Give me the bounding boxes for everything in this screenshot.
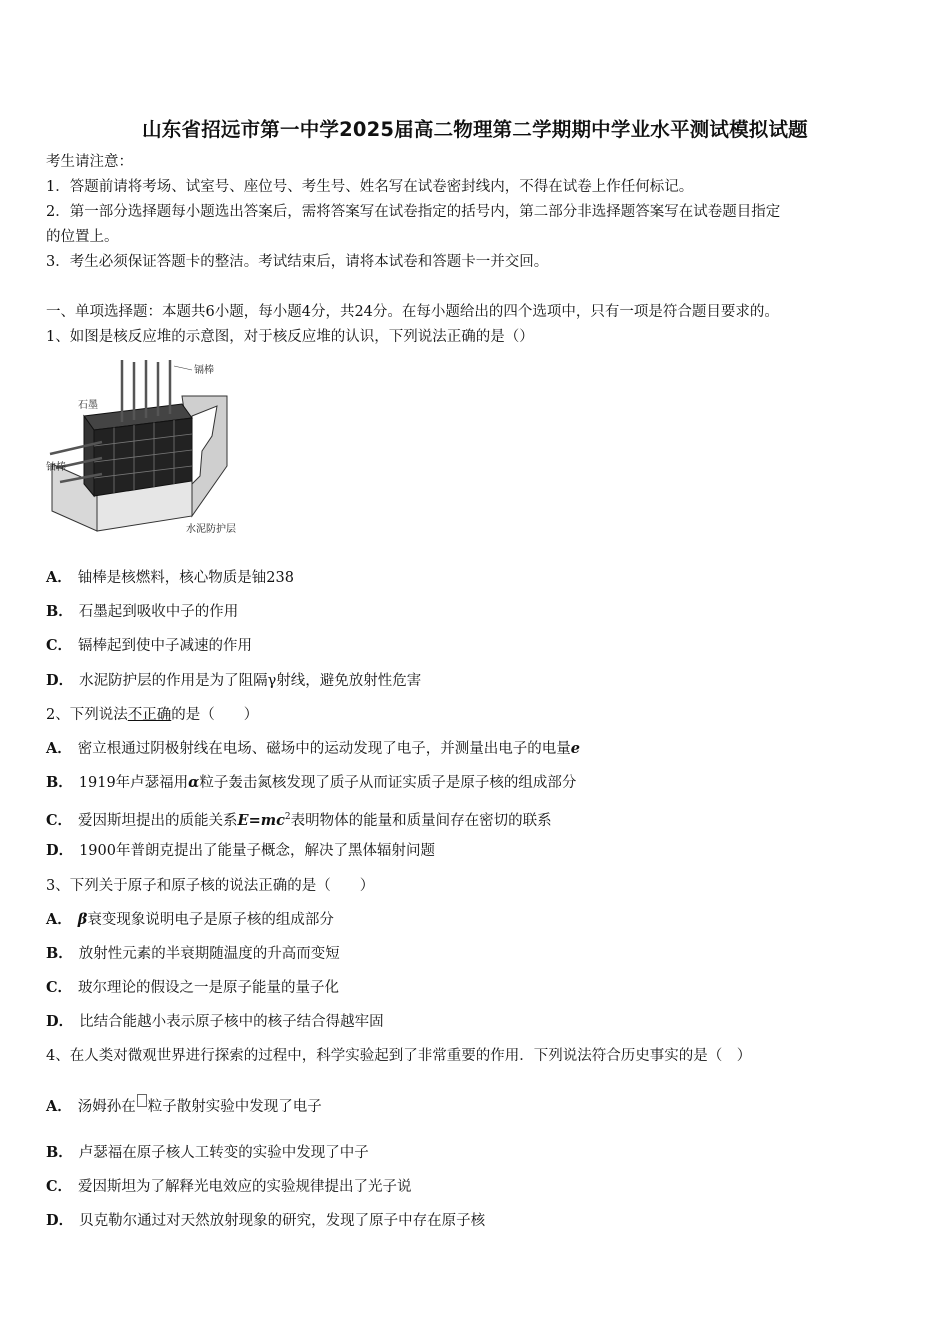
reactor-diagram — [42, 356, 262, 546]
notice-heading: 考生请注意： — [46, 154, 133, 170]
q2-option-b: B． 1919年卢瑟福用α粒子轰击氮核发现了质子从而证实质子是原子核的组成部分 — [46, 774, 577, 791]
q4-option-c: C． 爱因斯坦为了解释光电效应的实验规律提出了光子说 — [46, 1178, 412, 1195]
label-cadmium: 镉棒 — [194, 365, 214, 376]
q2-stem: 2、下列说法不正确的是（ ） — [46, 707, 259, 723]
q3-option-a: A． β衰变现象说明电子是原子核的组成部分 — [46, 911, 334, 928]
q1-stem: 1、如图是核反应堆的示意图，对于核反应堆的认识，下列说法正确的是（） — [46, 329, 534, 345]
q3-option-d: D． 比结合能越小表示原子核中的核子结合得越牢固 — [46, 1013, 384, 1030]
q1-option-d: D． 水泥防护层的作用是为了阻隔γ射线，避免放射性危害 — [46, 672, 422, 689]
notice-item: 3．考生必须保证答题卡的整洁。考试结束后，请将本试卷和答题卡一并交回。 — [46, 254, 549, 270]
q4-option-a: A． 汤姆孙在 粒子散射实验中发现了电子 — [46, 1094, 322, 1117]
q4-stem: 4、在人类对微观世界进行探索的过程中，科学实验起到了非常重要的作用．下列说法符合历史事实的是（ ） — [46, 1048, 752, 1064]
q4-option-d: D． 贝克勒尔通过对天然放射现象的研究，发现了原子中存在原子核 — [46, 1212, 486, 1229]
graphite-left — [84, 416, 94, 496]
section-heading: 一、单项选择题：本题共6小题，每小题4分，共24分。在每小题给出的四个选项中，只有一项是符合题目要求的。 — [46, 304, 779, 320]
q2-option-c: C． 爱因斯坦提出的质能关系$E=mc^2$表明物体的能量和质量间存在密切的联系 — [46, 811, 552, 829]
q2-option-a: A． 密立根通过阴极射线在电场、磁场中的运动发现了电子，并测量出电子的电量e — [46, 740, 580, 757]
q1-option-c: C． 镉棒起到使中子减速的作用 — [46, 637, 253, 654]
page-title: 山东省招远市第一中学2025届高二物理第二学期期中学业水平测试模拟试题 — [142, 118, 808, 141]
notice-item: 2．第一部分选择题每小题选出答案后，需将答案写在试卷指定的括号内，第二部分非选择题答案写在试卷题目指定 — [46, 204, 781, 220]
q2-option-d: D． 1900年普朗克提出了能量子概念，解决了黑体辐射问题 — [46, 842, 435, 859]
notice-item: 的位置上。 — [46, 229, 119, 245]
label-graphite: 石墨 — [78, 400, 98, 411]
notice-item: 1．答题前请将考场、试室号、座位号、考生号、姓名写在试卷密封线内，不得在试卷上作任何标记。 — [46, 179, 694, 195]
q1-option-b: B． 石墨起到吸收中子的作用 — [46, 603, 239, 620]
q4-option-b: B． 卢瑟福在原子核人工转变的实验中发现了中子 — [46, 1144, 369, 1161]
label-uranium: 铀棒 — [46, 462, 66, 473]
q3-option-c: C． 玻尔理论的假设之一是原子能量的量子化 — [46, 979, 340, 996]
q3-stem: 3、下列关于原子和原子核的说法正确的是（ ） — [46, 878, 375, 894]
label-concrete: 水泥防护层 — [186, 524, 236, 535]
q1-option-a: A． 铀棒是核燃料，核心物质是铀238 — [46, 569, 294, 586]
q3-option-b: B． 放射性元素的半衰期随温度的升高而变短 — [46, 945, 340, 962]
missing-glyph-icon — [137, 1094, 147, 1107]
